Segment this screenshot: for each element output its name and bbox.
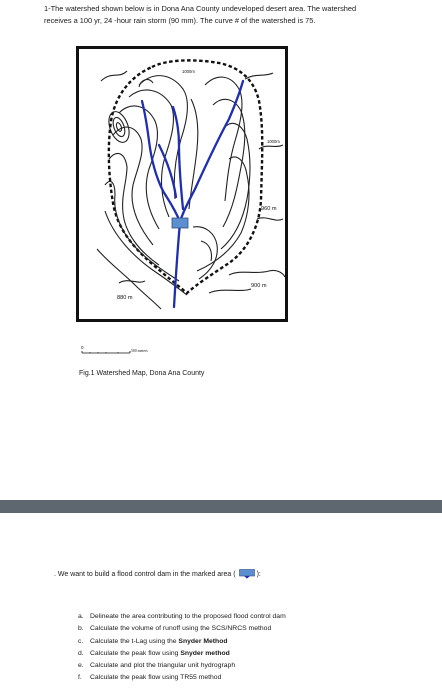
contour-label-880: 880 m [117,295,133,301]
watershed-map-drawing [79,49,285,319]
dam-marker [172,218,188,228]
question-statement [54,569,261,579]
hill-contours [105,109,133,145]
contour-label-top: 1000m [182,69,195,74]
map-scale [78,343,178,363]
figure-caption: Fig.1 Watershed Map, Dona Ana County [79,370,205,377]
task-marker: e. [78,662,84,670]
task-marker: d. [78,649,84,657]
task-text: Calculate and plot the triangular unit hydrograph [90,662,236,670]
list-item [78,648,286,660]
contour-lines [97,71,285,309]
page-divider [0,500,442,513]
question-suffix: ): [256,570,261,578]
task-emphasis: Snyder method [180,649,230,657]
list-item [78,660,286,672]
contour-label-960: 960 m [261,206,277,212]
scale-zero-label: 0 [81,345,84,350]
task-marker: a. [78,613,84,620]
task-emphasis: Snyder Method [178,637,228,645]
dam-icon [239,569,255,579]
question-prefix: . We want to build a flood control dam in the marked area ( [54,570,236,578]
task-marker: b. [78,625,84,633]
task-text: Delineate the area contributing to the proposed flood control dam [90,613,286,620]
watershed-map [76,46,288,322]
task-text: Calculate the peak flow using TR55 method [90,674,222,682]
problem-line-2: receives a 100 yr, 24 -hour rain storm (90 mm). The curve # of the watershed is 75. [44,16,316,25]
list-item [78,623,286,635]
contour-label-right: 1000m [267,139,280,144]
task-marker: c. [78,637,84,645]
task-text: Calculate the volume of runoff using the SCS/NRCS method [90,625,272,633]
task-text: Calculate the t-Lag using the [90,637,177,645]
list-item [78,672,286,684]
list-item [78,611,286,623]
task-text: Calculate the peak flow using [90,649,179,657]
problem-line-1: 1-The watershed shown below is in Dona Ana County undeveloped desert area. The watershed [44,4,357,13]
scale-bar [78,343,178,363]
task-list [78,611,286,685]
scale-distance-label: 500 meters [131,349,148,353]
task-marker: f. [78,674,82,682]
contour-label-900: 900 m [251,283,267,289]
list-item [78,636,286,648]
problem-statement [44,3,434,27]
